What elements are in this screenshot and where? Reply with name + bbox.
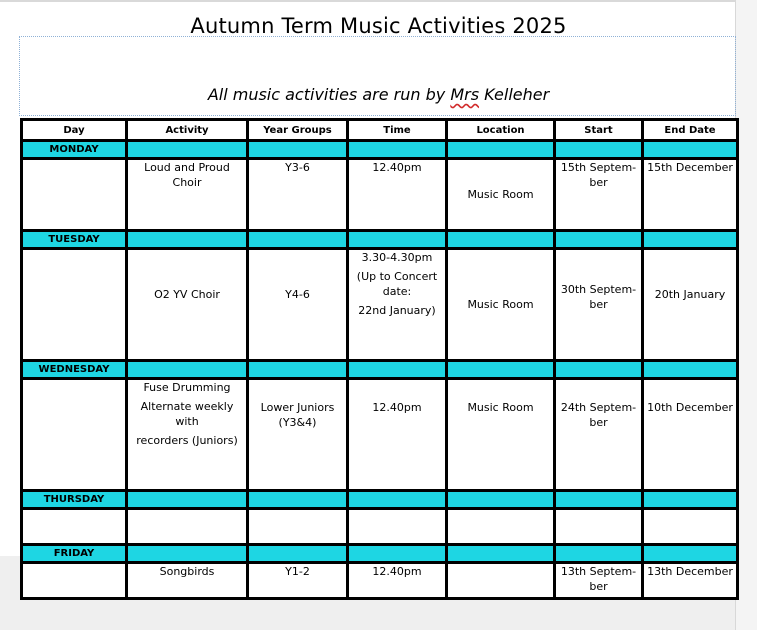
- col-header-year-groups: Year Groups: [248, 120, 348, 141]
- day-row-friday: [22, 545, 738, 563]
- cell-end-date: 20th January: [643, 249, 738, 361]
- col-header-activity: Activity: [127, 120, 248, 141]
- cell-activity: Loud and Proud Choir: [127, 159, 248, 231]
- subtitle-prefix: All music activities are run by: [207, 85, 451, 104]
- cell-location: Music Room: [447, 379, 555, 491]
- col-header-start: Start: [555, 120, 643, 141]
- activity-row-monday: [22, 159, 738, 231]
- col-header-location: Location: [447, 120, 555, 141]
- table-header-row: [22, 120, 738, 141]
- cell-day-empty: [22, 509, 127, 545]
- day-label-friday: FRIDAY: [22, 545, 127, 563]
- header-text-box[interactable]: [19, 36, 736, 116]
- document-subtitle: [0, 85, 757, 104]
- cell-day-empty: [22, 563, 127, 599]
- cell-time: 12.40pm: [348, 159, 447, 231]
- day-label-monday: MONDAY: [22, 141, 127, 159]
- cell-activity: Songbirds: [127, 563, 248, 599]
- cell-end-date: 13th December: [643, 563, 738, 599]
- cell-year-groups-empty: [248, 509, 348, 545]
- cell-time: 12.40pm: [348, 379, 447, 491]
- cell-start: 13th Septem- ber: [555, 563, 643, 599]
- activity-row-thursday: [22, 509, 738, 545]
- document-title: Autumn Term Music Activities 2025: [190, 14, 567, 38]
- day-row-thursday: [22, 491, 738, 509]
- cell-time-empty: [348, 509, 447, 545]
- subtitle-name-spellcheck: Mrs: [450, 85, 480, 104]
- cell-location: Music Room: [447, 249, 555, 361]
- cell-day-empty: [22, 159, 127, 231]
- cell-location: Music Room: [447, 159, 555, 231]
- cell-end-date: 10th December: [643, 379, 738, 491]
- cell-start: 30th Septem- ber: [555, 249, 643, 361]
- col-header-day: Day: [22, 120, 127, 141]
- cell-start-empty: [555, 509, 643, 545]
- cell-activity: Fuse Drumming Alternate weekly with recorders (Juniors): [127, 379, 248, 491]
- cell-location-empty: [447, 563, 555, 599]
- cell-year-groups: Lower Juniors (Y3&4): [248, 379, 348, 491]
- window-top-border: [0, 0, 757, 2]
- cell-day-empty: [22, 249, 127, 361]
- cell-end-date-empty: [643, 509, 738, 545]
- cell-year-groups: Y1-2: [248, 563, 348, 599]
- cell-end-date: 15th December: [643, 159, 738, 231]
- schedule-table: [20, 118, 739, 600]
- activity-row-friday: [22, 563, 738, 599]
- activity-row-wednesday: [22, 379, 738, 491]
- cell-time: 12.40pm: [348, 563, 447, 599]
- day-row-wednesday: [22, 361, 738, 379]
- day-row-tuesday: [22, 231, 738, 249]
- cell-start: 15th Septem- ber: [555, 159, 643, 231]
- cell-activity-empty: [127, 509, 248, 545]
- cell-year-groups: Y3-6: [248, 159, 348, 231]
- cell-start: 24th Septem- ber: [555, 379, 643, 491]
- cell-location-empty: [447, 509, 555, 545]
- cell-day-empty: [22, 379, 127, 491]
- activity-row-tuesday: [22, 249, 738, 361]
- day-label-wednesday: WEDNESDAY: [22, 361, 127, 379]
- day-row-monday: [22, 141, 738, 159]
- day-label-thursday: THURSDAY: [22, 491, 127, 509]
- cell-time: 3.30-4.30pm (Up to Concert date: 22nd January): [348, 249, 447, 361]
- day-label-tuesday: TUESDAY: [22, 231, 127, 249]
- col-header-end-date: End Date: [643, 120, 738, 141]
- cell-year-groups: Y4-6: [248, 249, 348, 361]
- cell-activity: O2 YV Choir: [127, 249, 248, 361]
- col-header-time: Time: [348, 120, 447, 141]
- subtitle-name-surname: Kelleher: [479, 85, 550, 104]
